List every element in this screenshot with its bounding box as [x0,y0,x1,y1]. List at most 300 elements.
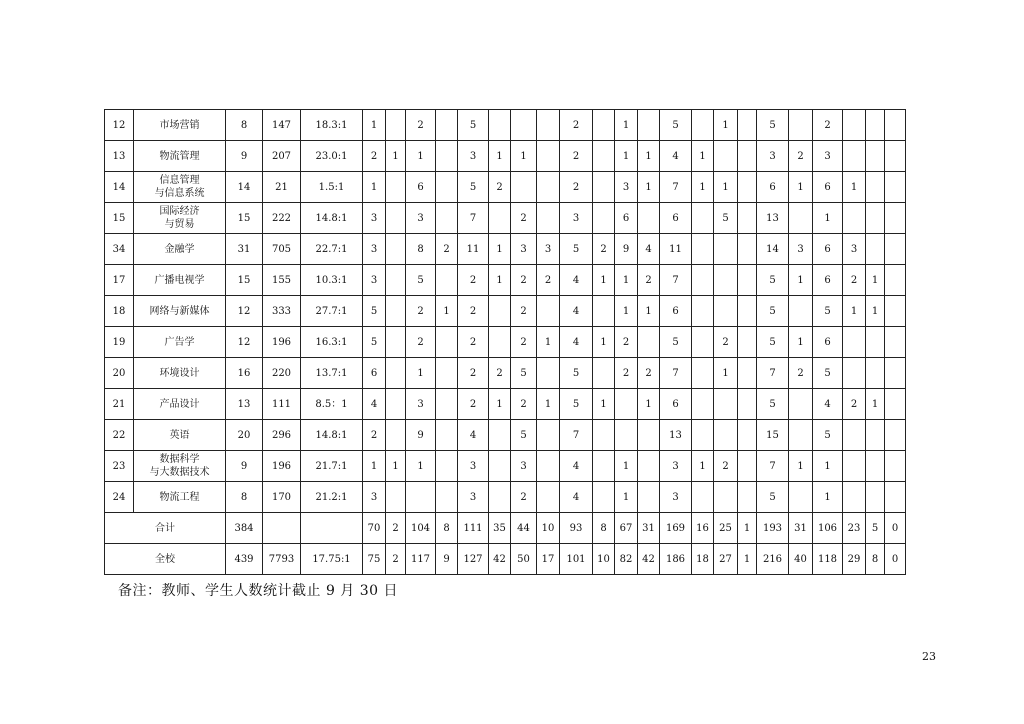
data-cell: 1.5:1 [301,172,363,203]
data-cell: 2 [560,141,593,172]
data-cell: 5 [458,172,489,203]
data-cell [489,296,511,327]
table-row [105,451,906,482]
data-cell [593,110,615,141]
row-number-cell: 19 [105,327,134,358]
data-cell [436,327,458,358]
data-cell: 1 [511,141,537,172]
data-cell [738,234,757,265]
major-name-cell [134,327,226,358]
data-cell [692,296,714,327]
table-row [105,141,906,172]
data-cell: 1 [593,265,615,296]
row-number-cell: 23 [105,451,134,482]
data-cell: 7 [757,451,789,482]
major-name-line: 网络与新媒体 [149,305,210,317]
data-cell [436,389,458,420]
data-cell [638,110,660,141]
data-cell: 220 [263,358,301,389]
data-cell: 6 [660,203,692,234]
data-cell: 296 [263,420,301,451]
data-cell [386,482,406,513]
data-cell: 1 [714,358,738,389]
data-cell: 2 [615,327,638,358]
major-name-line: 市场营销 [159,119,200,131]
data-cell [386,203,406,234]
data-cell [692,389,714,420]
data-cell: 2 [458,358,489,389]
data-cell [386,172,406,203]
data-cell: 21.2:1 [301,482,363,513]
summary-cell: 75 [363,544,386,575]
table-row [105,296,906,327]
data-cell: 1 [537,327,560,358]
data-cell: 2 [714,327,738,358]
summary-cell: 67 [615,513,638,544]
data-cell [789,296,813,327]
data-cell: 2 [489,172,511,203]
data-cell: 5 [458,110,489,141]
data-cell: 5 [406,265,436,296]
data-cell: 2 [560,110,593,141]
data-cell [866,327,885,358]
row-number-cell: 12 [105,110,134,141]
data-cell: 2 [511,389,537,420]
data-cell: 1 [489,234,511,265]
data-cell: 1 [638,389,660,420]
summary-cell: 0 [885,513,906,544]
data-cell: 1 [386,141,406,172]
data-cell: 2 [458,265,489,296]
summary-cell: 1 [738,544,757,575]
major-name-line: 英语 [169,429,190,441]
data-cell: 1 [866,265,885,296]
data-cell: 5 [511,358,537,389]
summary-cell: 40 [789,544,813,575]
data-cell [738,141,757,172]
data-cell [789,110,813,141]
data-cell: 5 [757,296,789,327]
data-cell: 4 [560,451,593,482]
data-cell: 9 [406,420,436,451]
data-cell: 1 [489,389,511,420]
data-cell: 1 [866,296,885,327]
data-cell [638,327,660,358]
data-cell [638,420,660,451]
major-name-line: 数据科学 [159,454,200,465]
data-cell: 1 [843,296,866,327]
data-cell: 1 [789,265,813,296]
data-cell [843,482,866,513]
data-cell [885,358,906,389]
data-cell [489,482,511,513]
data-cell [885,265,906,296]
page-number: 23 [922,650,936,663]
data-cell [885,389,906,420]
data-cell: 1 [615,265,638,296]
data-cell: 4 [638,234,660,265]
data-cell: 1 [789,327,813,358]
data-cell: 2 [458,389,489,420]
data-cell: 15 [226,265,263,296]
data-cell: 3 [363,234,386,265]
table-row [105,172,906,203]
major-name-cell [134,110,226,141]
row-number-cell: 13 [105,141,134,172]
summary-cell: 118 [813,544,843,575]
data-cell: 8.5：1 [301,389,363,420]
data-cell: 1 [537,389,560,420]
data-cell: 14.8:1 [301,420,363,451]
summary-cell: 101 [560,544,593,575]
data-cell [738,327,757,358]
major-name-line: 物流管理 [159,150,200,162]
data-cell [436,203,458,234]
data-cell: 15 [226,203,263,234]
data-cell [537,110,560,141]
data-cell: 3 [660,451,692,482]
data-cell: 1 [406,451,436,482]
data-cell [386,296,406,327]
data-cell [436,358,458,389]
data-cell: 3 [757,141,789,172]
data-cell: 2 [537,265,560,296]
summary-cell: 42 [638,544,660,575]
data-cell: 8 [406,234,436,265]
data-cell: 196 [263,327,301,358]
data-cell: 4 [660,141,692,172]
data-cell: 6 [406,172,436,203]
data-cell: 21.7:1 [301,451,363,482]
summary-cell: 31 [789,513,813,544]
data-cell: 1 [638,296,660,327]
data-cell [537,141,560,172]
data-cell [714,482,738,513]
data-cell [789,389,813,420]
summary-cell: 169 [660,513,692,544]
data-cell [866,234,885,265]
data-cell [692,420,714,451]
data-cell [511,110,537,141]
summary-label-cell: 全校 [105,544,226,575]
data-cell: 31 [226,234,263,265]
data-cell: 1 [406,358,436,389]
table-row [105,327,906,358]
summary-cell: 8 [866,544,885,575]
data-cell [843,420,866,451]
row-number-cell: 34 [105,234,134,265]
data-cell [436,141,458,172]
data-cell: 5 [757,327,789,358]
data-cell [885,203,906,234]
data-cell [537,358,560,389]
data-cell [843,110,866,141]
major-name-line: 国际经济 [159,206,200,217]
data-cell [489,451,511,482]
data-cell [511,172,537,203]
data-cell [386,420,406,451]
data-cell [738,482,757,513]
major-name-line: 环境设计 [159,367,200,379]
major-name-line: 广播电视学 [154,274,205,286]
data-cell [714,234,738,265]
data-cell: 11 [660,234,692,265]
data-cell: 2 [593,234,615,265]
major-name-cell [134,420,226,451]
major-name-cell [134,358,226,389]
summary-cell: 8 [436,513,458,544]
data-cell [714,389,738,420]
data-cell: 1 [363,451,386,482]
major-name-cell [134,234,226,265]
data-cell [593,451,615,482]
data-cell [885,420,906,451]
data-cell: 2 [436,234,458,265]
data-cell [866,358,885,389]
data-cell: 2 [789,141,813,172]
data-cell: 3 [615,172,638,203]
data-cell [866,141,885,172]
summary-cell: 10 [537,513,560,544]
data-cell [537,451,560,482]
data-cell: 1 [813,451,843,482]
data-cell [885,482,906,513]
data-cell: 1 [692,451,714,482]
data-cell [843,358,866,389]
data-cell: 13 [660,420,692,451]
major-name-cell [134,296,226,327]
data-cell: 21 [263,172,301,203]
footnote: 备注：教师、学生人数统计截止 9 月 30 日 [118,583,399,599]
data-cell: 5 [660,327,692,358]
summary-cell: 50 [511,544,537,575]
data-cell: 1 [406,141,436,172]
data-cell: 5 [363,296,386,327]
data-cell [593,141,615,172]
major-name-line: 物流工程 [159,491,200,503]
data-cell: 8 [226,110,263,141]
data-cell: 5 [813,420,843,451]
data-cell: 6 [813,172,843,203]
row-number-cell: 21 [105,389,134,420]
data-cell: 3 [363,203,386,234]
summary-row [105,544,906,575]
data-cell [615,420,638,451]
data-cell: 3 [660,482,692,513]
data-cell: 5 [757,110,789,141]
data-cell: 1 [714,110,738,141]
data-cell: 1 [363,172,386,203]
data-cell [738,265,757,296]
summary-cell: 10 [593,544,615,575]
row-number-cell: 20 [105,358,134,389]
data-cell [738,420,757,451]
data-cell [885,234,906,265]
data-cell: 3 [363,265,386,296]
data-cell [843,451,866,482]
summary-cell: 70 [363,513,386,544]
data-cell: 2 [843,389,866,420]
summary-cell: 17 [537,544,560,575]
summary-cell: 16 [692,513,714,544]
data-cell [843,327,866,358]
data-cell: 1 [692,141,714,172]
data-cell [638,482,660,513]
data-cell: 1 [714,172,738,203]
data-cell: 1 [638,172,660,203]
row-number-cell: 18 [105,296,134,327]
data-cell: 14.8:1 [301,203,363,234]
summary-cell: 23 [843,513,866,544]
data-cell: 4 [560,265,593,296]
major-name-cell [134,389,226,420]
row-number-cell: 24 [105,482,134,513]
data-cell: 3 [843,234,866,265]
data-cell [738,296,757,327]
data-cell: 3 [511,234,537,265]
data-cell [692,358,714,389]
data-cell [738,389,757,420]
data-cell [714,420,738,451]
data-cell [386,265,406,296]
data-cell: 4 [813,389,843,420]
data-cell [714,141,738,172]
data-cell [692,265,714,296]
data-cell: 3 [813,141,843,172]
data-cell: 5 [511,420,537,451]
data-cell: 1 [789,451,813,482]
data-cell [789,203,813,234]
data-cell [537,203,560,234]
summary-cell: 0 [885,544,906,575]
data-cell: 2 [615,358,638,389]
data-cell [692,327,714,358]
row-number-cell: 22 [105,420,134,451]
data-cell: 1 [363,110,386,141]
data-cell [738,358,757,389]
summary-cell: 111 [458,513,489,544]
data-cell: 6 [813,234,843,265]
data-cell [866,172,885,203]
data-cell [885,141,906,172]
data-cell: 155 [263,265,301,296]
data-cell: 3 [511,451,537,482]
table-row [105,265,906,296]
summary-cell: 8 [593,513,615,544]
data-cell: 1 [813,203,843,234]
major-name-line: 与信息系统 [154,188,205,199]
summary-cell: 31 [638,513,660,544]
row-number-cell: 15 [105,203,134,234]
data-cell [436,265,458,296]
data-cell: 3 [458,141,489,172]
data-cell [885,296,906,327]
data-cell: 2 [843,265,866,296]
data-cell: 6 [363,358,386,389]
data-cell: 2 [714,451,738,482]
data-cell: 196 [263,451,301,482]
data-cell: 333 [263,296,301,327]
major-name-line: 广告学 [164,336,195,348]
data-cell [436,420,458,451]
data-cell: 9 [615,234,638,265]
data-cell [692,482,714,513]
data-cell: 147 [263,110,301,141]
data-cell [866,203,885,234]
data-cell: 1 [489,141,511,172]
summary-cell: 2 [386,513,406,544]
summary-cell: 42 [489,544,511,575]
data-cell: 9 [226,141,263,172]
data-cell [537,172,560,203]
data-cell: 1 [489,265,511,296]
summary-cell: 193 [757,513,789,544]
data-cell [692,110,714,141]
data-cell [436,110,458,141]
data-cell [386,110,406,141]
data-cell: 2 [638,265,660,296]
data-cell: 2 [406,110,436,141]
table-row [105,234,906,265]
summary-cell: 35 [489,513,511,544]
data-cell [593,296,615,327]
data-cell: 13 [226,389,263,420]
data-cell: 3 [537,234,560,265]
data-cell [593,172,615,203]
data-cell: 1 [789,172,813,203]
data-cell [866,482,885,513]
summary-cell: 104 [406,513,436,544]
data-cell: 5 [714,203,738,234]
summary-cell: 44 [511,513,537,544]
data-cell: 222 [263,203,301,234]
major-name-cell [134,203,226,234]
data-cell: 2 [511,265,537,296]
data-cell [593,420,615,451]
data-cell: 2 [489,358,511,389]
data-cell: 2 [363,420,386,451]
data-cell: 2 [458,327,489,358]
data-cell: 1 [593,389,615,420]
data-cell: 4 [458,420,489,451]
data-cell: 5 [560,389,593,420]
data-cell [866,110,885,141]
major-name-line: 产品设计 [159,398,200,410]
data-cell: 6 [757,172,789,203]
data-cell [615,389,638,420]
data-cell [885,110,906,141]
summary-cell: 18 [692,544,714,575]
data-cell [638,451,660,482]
data-cell: 12 [226,327,263,358]
data-cell [436,172,458,203]
data-cell: 13.7:1 [301,358,363,389]
summary-cell: 7793 [263,544,301,575]
data-cell [738,451,757,482]
data-cell: 3 [406,203,436,234]
data-cell [386,234,406,265]
summary-cell: 1 [738,513,757,544]
row-number-cell: 14 [105,172,134,203]
summary-cell: 186 [660,544,692,575]
data-cell: 2 [813,110,843,141]
table-row [105,358,906,389]
data-cell [386,358,406,389]
data-cell: 1 [615,110,638,141]
data-cell: 14 [226,172,263,203]
major-name-cell [134,265,226,296]
data-cell: 6 [615,203,638,234]
